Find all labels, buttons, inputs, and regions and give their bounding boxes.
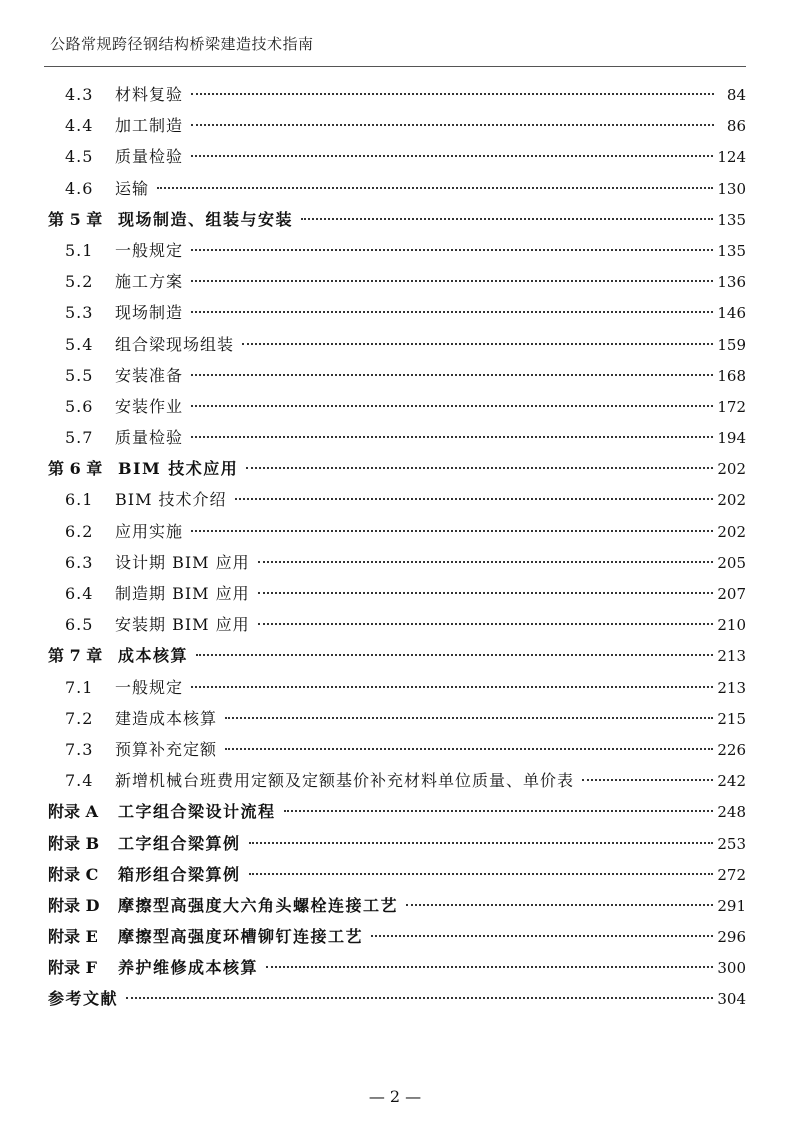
toc-entry-number: 附录 D bbox=[48, 895, 100, 915]
toc-entry-title: 箱形组合梁算例 bbox=[118, 864, 241, 884]
toc-entry-title: 组合梁现场组装 bbox=[115, 334, 235, 354]
toc-entry-page: 242 bbox=[717, 772, 746, 791]
toc-entry-title: 运输 bbox=[115, 178, 150, 198]
toc-entry-page: 253 bbox=[717, 834, 746, 853]
table-of-contents bbox=[48, 79, 746, 1015]
toc-entry-number: 第 6 章 bbox=[48, 459, 103, 479]
running-header: 公路常规跨径钢结构桥梁建造技术指南 bbox=[50, 35, 314, 53]
toc-entry-title: BIM 技术介绍 bbox=[115, 490, 227, 510]
toc-entry-number: 6.3 bbox=[65, 552, 94, 572]
toc-entry-page: 215 bbox=[717, 709, 746, 728]
toc-entry-page: 205 bbox=[717, 553, 746, 572]
toc-entry-title: 材料复验 bbox=[115, 85, 184, 104]
toc-entry[interactable] bbox=[48, 453, 746, 484]
dot-leader bbox=[258, 561, 714, 563]
toc-entry-page: 172 bbox=[717, 397, 746, 416]
dot-leader bbox=[266, 966, 713, 968]
toc-entry-number: 6.4 bbox=[65, 584, 94, 603]
dot-leader bbox=[246, 467, 713, 469]
dot-leader bbox=[191, 93, 714, 95]
dot-leader bbox=[235, 498, 714, 500]
toc-entry[interactable] bbox=[48, 734, 746, 765]
dot-leader bbox=[157, 187, 713, 189]
toc-entry-title: 安装作业 bbox=[115, 396, 184, 416]
toc-entry[interactable] bbox=[48, 640, 746, 671]
toc-entry-number: 5.3 bbox=[65, 303, 94, 323]
toc-entry-page: 135 bbox=[717, 241, 746, 260]
toc-entry-page: 213 bbox=[717, 647, 746, 666]
toc-entry[interactable] bbox=[48, 204, 746, 235]
toc-entry-title: 一般规定 bbox=[115, 240, 184, 260]
toc-entry-page: 202 bbox=[717, 491, 746, 510]
toc-entry[interactable] bbox=[48, 360, 746, 391]
toc-entry-title: 建造成本核算 bbox=[115, 708, 218, 728]
dot-leader bbox=[258, 623, 714, 625]
toc-entry-number: 6.1 bbox=[65, 490, 94, 510]
toc-entry-page: 159 bbox=[717, 335, 746, 354]
dot-leader bbox=[191, 155, 713, 157]
toc-entry-title: 应用实施 bbox=[115, 521, 184, 541]
toc-entry-number: 附录 A bbox=[48, 802, 98, 822]
toc-entry-number: 6.2 bbox=[65, 521, 94, 541]
dot-leader bbox=[371, 935, 713, 937]
dot-leader bbox=[242, 343, 713, 345]
toc-entry-page: 86 bbox=[726, 117, 746, 136]
toc-entry-page: 300 bbox=[717, 959, 746, 978]
toc-entry-number: 7.1 bbox=[65, 677, 94, 697]
toc-entry-title: 工字组合梁算例 bbox=[118, 833, 241, 853]
toc-entry-number: 5.5 bbox=[65, 365, 94, 385]
toc-entry[interactable] bbox=[48, 921, 746, 952]
toc-entry-title: 摩擦型高强度环槽铆钉连接工艺 bbox=[118, 927, 364, 947]
toc-entry[interactable] bbox=[48, 79, 746, 110]
toc-entry[interactable] bbox=[48, 173, 746, 204]
dot-leader bbox=[196, 654, 713, 656]
header-rule bbox=[44, 66, 746, 67]
dot-leader bbox=[191, 249, 713, 251]
toc-entry-page: 194 bbox=[717, 429, 746, 448]
dot-leader bbox=[191, 280, 713, 282]
toc-entry-number: 7.4 bbox=[65, 771, 94, 791]
toc-entry[interactable] bbox=[48, 110, 746, 141]
toc-entry-title: 安装期 BIM 应用 bbox=[115, 615, 250, 635]
toc-entry-title: 制造期 BIM 应用 bbox=[115, 584, 250, 603]
dot-leader bbox=[191, 405, 713, 407]
toc-entry-title: 质量检验 bbox=[115, 147, 184, 167]
toc-entry-title: 摩擦型高强度大六角头螺栓连接工艺 bbox=[118, 895, 399, 915]
dot-leader bbox=[301, 218, 713, 220]
toc-entry[interactable] bbox=[48, 796, 746, 827]
toc-entry[interactable] bbox=[48, 890, 746, 921]
toc-entry-page: 202 bbox=[717, 460, 746, 479]
toc-entry-page: 291 bbox=[717, 896, 746, 915]
toc-entry-title: 安装准备 bbox=[115, 365, 184, 385]
toc-entry-page: 296 bbox=[717, 928, 746, 947]
toc-entry-number: 5.6 bbox=[65, 396, 94, 416]
dot-leader bbox=[406, 904, 713, 906]
toc-entry[interactable] bbox=[48, 859, 746, 890]
toc-entry[interactable] bbox=[48, 391, 746, 422]
toc-entry-page: 304 bbox=[717, 990, 746, 1009]
dot-leader bbox=[191, 436, 713, 438]
dot-leader bbox=[249, 842, 714, 844]
toc-entry-title: 加工制造 bbox=[115, 116, 184, 136]
toc-entry-page: 202 bbox=[717, 522, 746, 541]
toc-entry-title: 设计期 BIM 应用 bbox=[115, 552, 250, 572]
toc-entry[interactable] bbox=[48, 672, 746, 703]
toc-entry[interactable] bbox=[48, 516, 746, 547]
dot-leader bbox=[582, 779, 713, 781]
dot-leader bbox=[191, 374, 713, 376]
dot-leader bbox=[191, 124, 714, 126]
toc-entry-page: 272 bbox=[717, 865, 746, 884]
toc-entry-number: 7.2 bbox=[65, 708, 94, 728]
toc-entry[interactable] bbox=[48, 266, 746, 297]
toc-entry[interactable] bbox=[48, 983, 746, 1014]
toc-entry[interactable] bbox=[48, 484, 746, 515]
toc-entry-page: 248 bbox=[717, 803, 746, 822]
toc-entry-number: 4.4 bbox=[65, 116, 94, 136]
toc-entry-page: 136 bbox=[717, 273, 746, 292]
toc-entry-number: 4.6 bbox=[65, 178, 94, 198]
toc-entry-title: 施工方案 bbox=[115, 272, 184, 292]
toc-entry-page: 135 bbox=[717, 210, 746, 229]
toc-entry-page: 168 bbox=[717, 366, 746, 385]
dot-leader bbox=[249, 873, 714, 875]
toc-entry[interactable] bbox=[48, 952, 746, 983]
toc-entry-number: 5.2 bbox=[65, 272, 94, 292]
toc-entry-title: 一般规定 bbox=[115, 677, 184, 697]
page-number: — 2 — bbox=[368, 1087, 422, 1106]
toc-entry-title: 现场制造 bbox=[115, 303, 184, 323]
dot-leader bbox=[225, 717, 713, 719]
toc-entry-page: 84 bbox=[726, 86, 746, 104]
toc-entry-number: 附录 C bbox=[48, 864, 99, 884]
toc-entry-title: 现场制造、组装与安装 bbox=[118, 209, 294, 229]
toc-entry[interactable] bbox=[48, 609, 746, 640]
toc-entry-page: 146 bbox=[717, 304, 746, 323]
toc-entry[interactable] bbox=[48, 828, 746, 859]
dot-leader bbox=[258, 592, 714, 594]
toc-entry[interactable] bbox=[48, 578, 746, 609]
dot-leader bbox=[225, 748, 713, 750]
toc-entry-number: 第 5 章 bbox=[48, 209, 103, 229]
toc-entry[interactable] bbox=[48, 297, 746, 328]
dot-leader bbox=[191, 311, 713, 313]
toc-entry-title: 参考文献 bbox=[48, 989, 119, 1009]
toc-entry-page: 213 bbox=[717, 678, 746, 697]
toc-entry-number: 4.5 bbox=[65, 147, 94, 167]
toc-entry-page: 210 bbox=[717, 616, 746, 635]
toc-entry[interactable] bbox=[48, 141, 746, 172]
toc-entry[interactable] bbox=[48, 235, 746, 266]
toc-entry[interactable] bbox=[48, 703, 746, 734]
toc-entry-number: 7.3 bbox=[65, 739, 94, 759]
toc-entry-page: 226 bbox=[717, 740, 746, 759]
toc-entry-title: 工字组合梁设计流程 bbox=[118, 802, 276, 822]
toc-entry-title: 养护维修成本核算 bbox=[118, 958, 259, 978]
toc-entry-title: 新增机械台班费用定额及定额基价补充材料单位质量、单价表 bbox=[115, 771, 575, 791]
toc-entry-number: 附录 E bbox=[48, 927, 98, 947]
dot-leader bbox=[284, 810, 714, 812]
toc-entry-number: 附录 F bbox=[48, 958, 97, 978]
toc-entry[interactable] bbox=[48, 422, 746, 453]
toc-entry-title: 成本核算 bbox=[118, 646, 189, 666]
toc-entry-page: 124 bbox=[717, 148, 746, 167]
toc-entry-title: 质量检验 bbox=[115, 428, 184, 448]
dot-leader bbox=[191, 530, 713, 532]
toc-entry[interactable] bbox=[48, 547, 746, 578]
toc-entry-number: 5.1 bbox=[65, 240, 94, 260]
toc-entry-page: 207 bbox=[717, 585, 746, 603]
toc-entry[interactable] bbox=[48, 329, 746, 360]
toc-entry-number: 附录 B bbox=[48, 833, 100, 853]
toc-entry-title: 预算补充定额 bbox=[115, 739, 218, 759]
toc-entry-number: 5.7 bbox=[65, 428, 94, 448]
toc-entry-page: 130 bbox=[717, 179, 746, 198]
dot-leader bbox=[126, 997, 713, 999]
dot-leader bbox=[191, 686, 713, 688]
toc-entry-title: BIM 技术应用 bbox=[118, 459, 239, 479]
toc-entry-number: 4.3 bbox=[65, 85, 94, 104]
toc-entry-number: 5.4 bbox=[65, 334, 94, 354]
toc-entry-number: 第 7 章 bbox=[48, 646, 103, 666]
toc-entry-number: 6.5 bbox=[65, 615, 94, 635]
toc-entry[interactable] bbox=[48, 765, 746, 796]
